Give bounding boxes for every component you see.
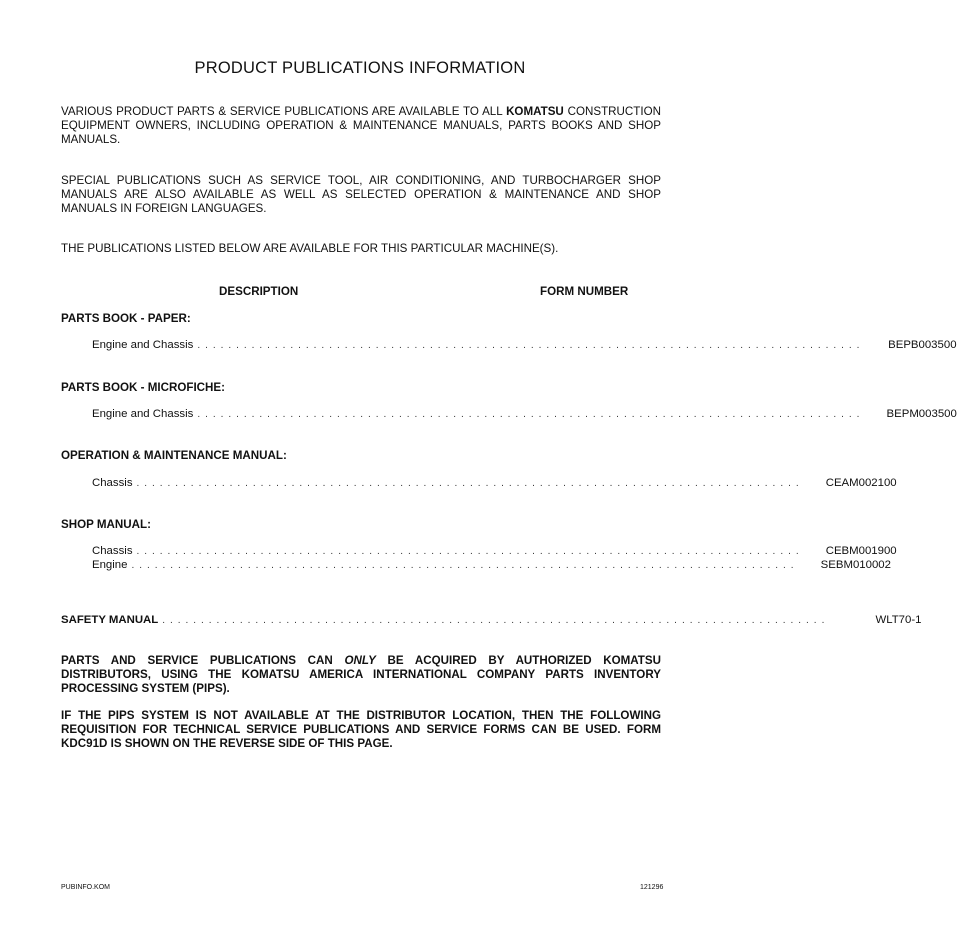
leader-dots: . . . . . . . . . . . . . . . . . . . . . . . . . . . . . . . . . . . . . . . . . . . . . . . . . . . . . . . . . . . . . . . . . . . . . . . . . . . . . . . . . . . . . . [162,615,826,626]
publication-label: Chassis [92,545,133,557]
brand-name: KOMATSU [506,105,564,118]
distribution-note [61,654,661,696]
page-title: PRODUCT PUBLICATIONS INFORMATION [194,59,526,77]
safety-manual-row [61,614,922,628]
intro-p1-text: VARIOUS PRODUCT PARTS & SERVICE PUBLICATIONS ARE AVAILABLE TO ALL [61,105,507,118]
distribution-note-text-cont: BE ACQUIRED BY AUTHORIZED KOMATSU DISTRIBUTORS, USING THE KOMATSU AMERICA INTERNATIONAL COMPANY PARTS INVENTORY PROCESSING SYSTEM (PIPS). [61,654,661,695]
footer-file-name: PUBINFO.KOM [61,884,111,891]
publication-row [92,408,957,422]
publication-label: Engine and Chassis [92,339,194,351]
section-heading-shop-manual: SHOP MANUAL: [61,518,151,531]
intro-p1-text-cont: CONSTRUCTION EQUIPMENT OWNERS, INCLUDING OPERATION & MAINTENANCE MANUALS, PARTS BOOKS AND SHOP MANUALS. [61,105,661,146]
publication-label: Engine and Chassis [92,408,194,420]
intro-paragraph-3: THE PUBLICATIONS LISTED BELOW ARE AVAILABLE FOR THIS PARTICULAR MACHINE(S). [61,242,559,255]
section-heading-parts-book-paper: PARTS BOOK - PAPER: [61,312,191,325]
intro-paragraph-1 [61,105,661,147]
publication-label: Chassis [92,477,133,489]
form-number: CEAM002100 [825,477,897,489]
publication-label: Engine [92,559,128,571]
leader-dots: . . . . . . . . . . . . . . . . . . . . . . . . . . . . . . . . . . . . . . . . . . . . . . . . . . . . . . . . . . . . . . . . . . . . . . . . . . . . . . . . . . . . . . [197,409,861,420]
leader-dots: . . . . . . . . . . . . . . . . . . . . . . . . . . . . . . . . . . . . . . . . . . . . . . . . . . . . . . . . . . . . . . . . . . . . . . . . . . . . . . . . . . . . . . [136,546,800,557]
distribution-note-text: PARTS AND SERVICE PUBLICATIONS CAN [61,654,345,667]
column-header-form-number: FORM NUMBER [540,285,629,298]
form-number: WLT70-1 [875,614,922,626]
requisition-note: IF THE PIPS SYSTEM IS NOT AVAILABLE AT THE DISTRIBUTOR LOCATION, THEN THE FOLLOWING REQUISITION FOR TECHNICAL SERVICE PUBLICATIONS AND SERVICE FORMS CAN BE USED. FORM KDC91D IS SHOWN ON THE REVERSE SIDE OF THIS PAGE. [61,709,661,750]
form-number: SEBM010002 [820,559,891,571]
leader-dots: . . . . . . . . . . . . . . . . . . . . . . . . . . . . . . . . . . . . . . . . . . . . . . . . . . . . . . . . . . . . . . . . . . . . . . . . . . . . . . . . . . . . . . [136,478,800,489]
form-number: BEPM003500 [886,408,957,420]
publication-row [92,559,891,573]
leader-dots: . . . . . . . . . . . . . . . . . . . . . . . . . . . . . . . . . . . . . . . . . . . . . . . . . . . . . . . . . . . . . . . . . . . . . . . . . . . . . . . . . . . . . . [197,340,861,351]
intro-paragraph-2: SPECIAL PUBLICATIONS SUCH AS SERVICE TOOL, AIR CONDITIONING, AND TURBOCHARGER SHOP MANUALS ARE ALSO AVAILABLE AS WELL AS SELECTED OPERATION & MAINTENANCE AND SHOP MANUALS IN FOREIGN LANGUAGES. [61,174,661,215]
form-number: CEBM001900 [825,545,897,557]
section-heading-parts-book-microfiche: PARTS BOOK - MICROFICHE: [61,381,226,394]
section-heading-operation-maintenance: OPERATION & MAINTENANCE MANUAL: [61,449,287,462]
publication-row [92,339,957,353]
publication-row [92,545,897,559]
safety-manual-label: SAFETY MANUAL [61,614,159,626]
column-header-description: DESCRIPTION [219,285,299,298]
form-number: BEPB003500 [888,339,957,351]
emphasis-only: ONLY [344,654,376,667]
footer-date-code: 121296 [640,884,664,891]
leader-dots: . . . . . . . . . . . . . . . . . . . . . . . . . . . . . . . . . . . . . . . . . . . . . . . . . . . . . . . . . . . . . . . . . . . . . . . . . . . . . . . . . . . . . . [131,560,795,571]
publication-row [92,477,897,491]
